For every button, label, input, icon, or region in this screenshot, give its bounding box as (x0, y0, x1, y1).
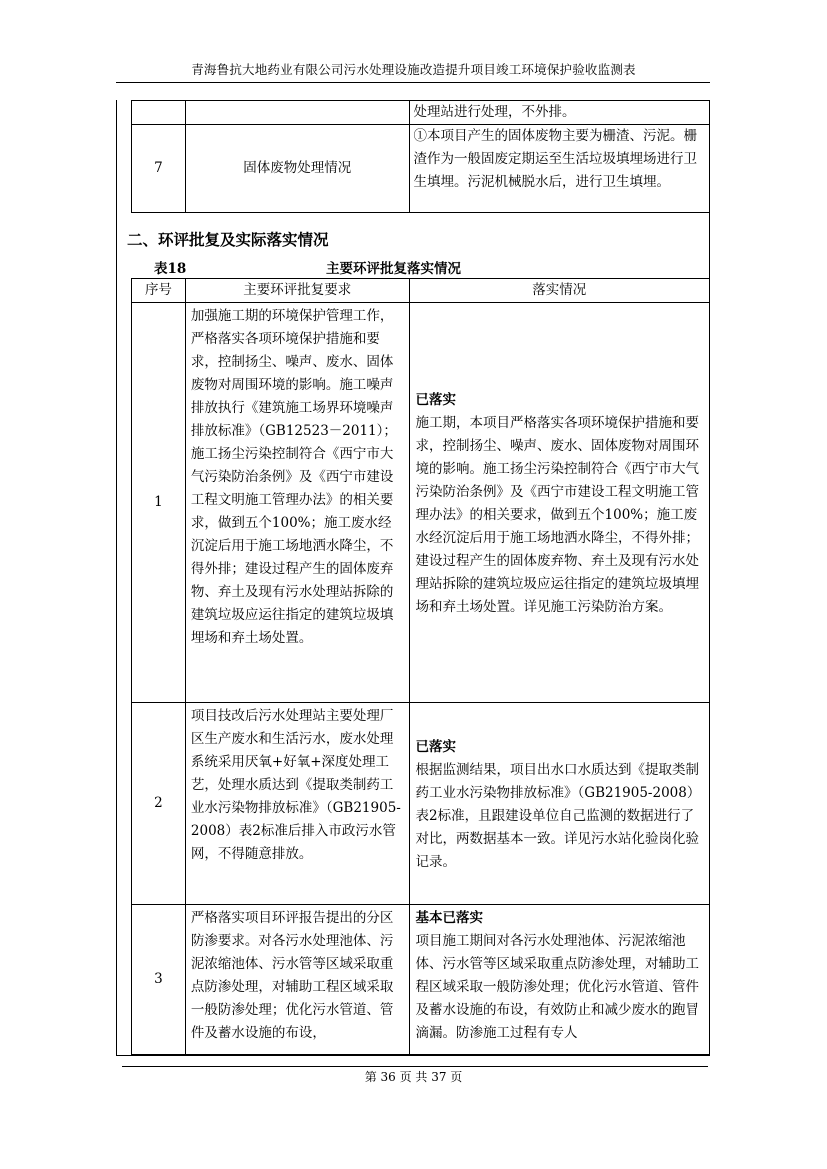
table-header-row (132, 279, 710, 303)
table-label: 表18 (154, 261, 187, 277)
table-row (132, 703, 710, 905)
implementation-text: 根据监测结果，项目出水口水质达到《提取类制药工业水污染物排放标准》（GB21905-2008）表2标准，且跟建设单位自己监测的数据进行了对比，两数据基本一致。详见污水站化验岗化验记录。 (415, 761, 701, 870)
column-header-implementation: 落实情况 (409, 279, 709, 303)
status-label: 已落实 (415, 391, 457, 408)
implementation-cell (409, 303, 709, 703)
row-number: 7 (132, 125, 186, 213)
row-number: 3 (132, 905, 186, 1055)
table-caption: 主要环评批复落实情况 (326, 261, 461, 277)
implementation-cell (409, 905, 709, 1055)
requirement-text: 项目技改后污水处理站主要处理厂区生产废水和生活污水，废水处理系统采用厌氧+好氧+深度处理工艺，处理水质达到《提取类制药工业水污染物排放标准》（GB21905-2008）表2标准后排入市政污水管网，不得随意排放。 (185, 703, 409, 905)
row-number (132, 101, 186, 125)
section-title: 二、环评批复及实际落实情况 (127, 231, 329, 249)
requirement-text: 严格落实项目环评报告提出的分区防渗要求。对各污水处理池体、污泥浓缩池体、污水管等区域采取重点防渗处理，对辅助工程区域采取一般防渗处理；优化污水管道、管件及蓄水设施的布设， (185, 905, 409, 1055)
implementation-text: 施工期，本项目严格落实各项环境保护措施和要求，控制扬尘、噪声、废水、固体废物对周围环境的影响。施工扬尘污染控制符合《西宁市大气污染防治条例》及《西宁市建设工程文明施工管理办法》的相关要求，做到五个100%；施工废水经沉淀后用于施工场地洒水降尘，不得外排；建设过程产生的固体废弃物、弃土及现有污水处理站拆除的建筑垃圾应运往指定的建筑垃圾填埋场和弃土场处置。详见施工污染防治方案。 (415, 414, 700, 615)
status-label: 已落实 (415, 738, 457, 755)
requirement-text: 加强施工期的环境保护管理工作，严格落实各项环境保护措施和要求，控制扬尘、噪声、废水、固体废物对周围环境的影响。施工噪声排放执行《建筑施工场界环境噪声 排放标准》（GB12523－2011）；施工扬尘污染控制符合《西宁市大气污染防治条例》及《西宁市建设工程文明施工管理办法》的相关要求，做到五个100%；施工废水经沉淀后用于施工场地洒水降尘，不得外排；建设过程产生的固体废弃物、弃土及现有污水处理站拆除的建筑垃圾应运往指定的建筑垃圾填埋场和弃土场处置。 (185, 303, 409, 703)
approval-implementation-table (131, 278, 710, 1055)
solid-waste-table (131, 100, 710, 213)
column-header-requirement: 主要环评批复要求 (185, 279, 409, 303)
row-content: ①本项目产生的固体废物主要为栅渣、污泥。栅渣作为一般固废定期运至生活垃圾填埋场进行卫生填埋。污泥机械脱水后，进行卫生填埋。 (409, 125, 710, 213)
row-content: 处理站进行处理，不外排。 (409, 101, 710, 125)
footer-rule (122, 1066, 708, 1067)
implementation-cell (409, 703, 709, 905)
page-number: 第 36 页 共 37 页 (364, 1070, 463, 1084)
table-row (132, 905, 710, 1055)
column-header-number: 序号 (132, 279, 186, 303)
row-number: 1 (132, 303, 186, 703)
header-rule (116, 82, 710, 83)
frame-bottom-rule (116, 1055, 710, 1056)
table-row (132, 303, 710, 703)
row-item-name: 固体废物处理情况 (185, 125, 409, 213)
row-item-name (185, 101, 409, 125)
page-header-title: 青海鲁抗大地药业有限公司污水处理设施改造提升项目竣工环境保护验收监测表 (191, 62, 636, 77)
row-number: 2 (132, 703, 186, 905)
table-row (132, 101, 710, 125)
implementation-text: 项目施工期间对各污水处理池体、污泥浓缩池体、污水管等区域采取重点防渗处理，对辅助工程区域采取一般防渗处理；优化污水管道、管件及蓄水设施的布设，有效防止和减少废水的跑冒滴漏。防渗施工过程有专人 (415, 933, 700, 1041)
status-label: 基本已落实 (415, 910, 484, 926)
table-row (132, 125, 710, 213)
